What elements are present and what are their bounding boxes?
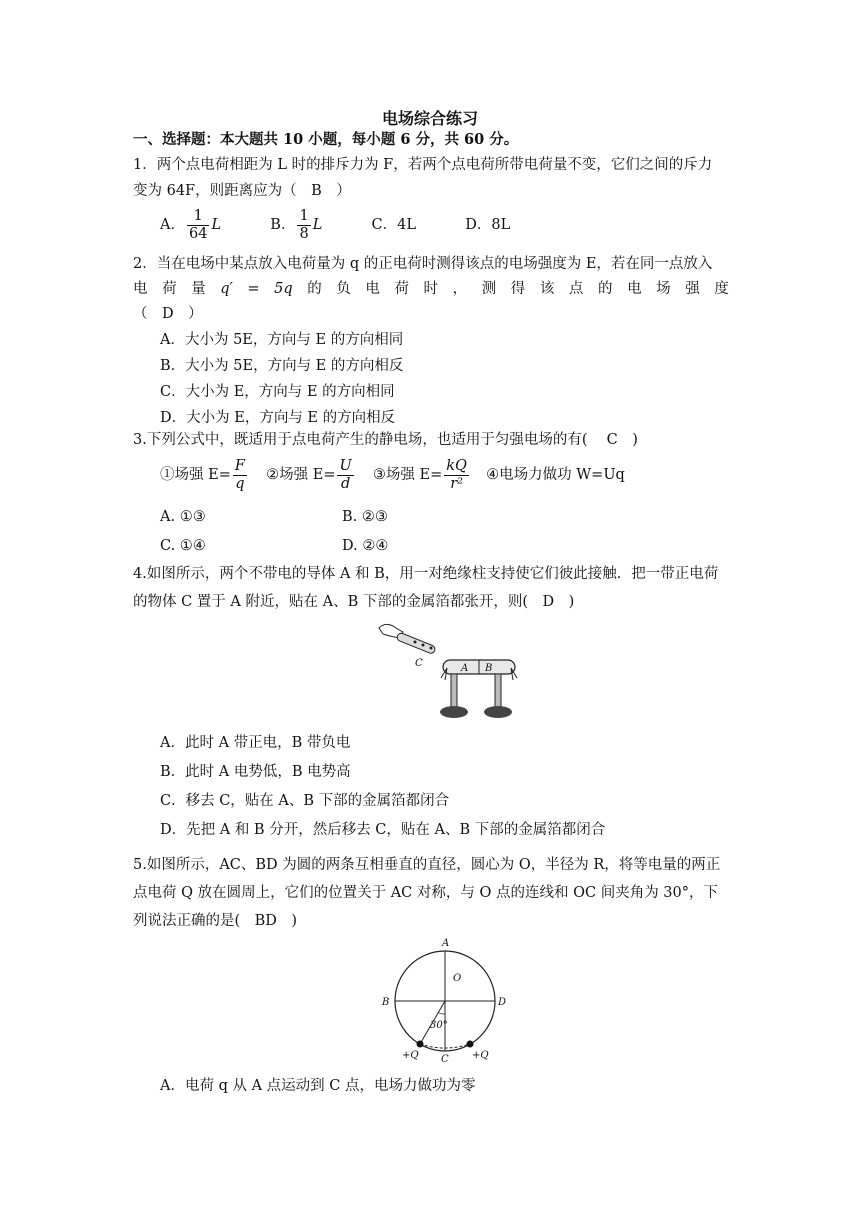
charge-left <box>417 1041 424 1048</box>
q1-options <box>160 207 510 247</box>
q2-stem-line3: （ D ） <box>133 306 203 322</box>
label-a: A <box>442 938 450 949</box>
q3-formula-1: ①场强 E= $\frac{F}{q}$ <box>160 457 245 492</box>
q3-stem: 3.下列公式中，既适用于点电荷产生的静电场，也适用于匀强电场的有( C ) <box>133 432 638 448</box>
q4-option-c: C．移去 C，贴在 A、B 下部的金属箔都闭合 <box>160 793 450 809</box>
q3-option-d: D. ②④ <box>342 538 389 554</box>
q3-formula-3: ③场强 E= $\frac{kQ}{\text{r²}}$ <box>372 457 467 492</box>
q4-stem-line1: 4.如图所示，两个不带电的导体 A 和 B，用一对绝缘柱支持使它们彼此接触．把一带正电荷 <box>133 566 719 582</box>
q4-stem-line2: 的物体 C 置于 A 附近，贴在 A、B 下部的金属箔都张开，则( D ) <box>133 594 575 610</box>
q5-circle-figure <box>378 934 518 1064</box>
label-a: A <box>461 663 469 674</box>
q3-formula-4: ④电场力做功 W=Uq <box>486 467 625 483</box>
q2-option-a: A．大小为 5E，方向与 E 的方向相同 <box>160 332 404 348</box>
q5-stem-line1: 5.如图所示，AC、BD 为圆的两条互相垂直的直径，圆心为 O，半径为 R，将等电量的两正 <box>133 857 721 873</box>
angle-label: 30° <box>430 1020 448 1031</box>
q3-formula-2: ②场强 E= $\frac{U}{d}$ <box>266 457 352 492</box>
stand-left <box>451 674 457 708</box>
label-c: C <box>441 1054 449 1064</box>
q4-option-b: B．此时 A 电势低，B 电势高 <box>160 764 351 780</box>
section-heading: 一、选择题：本大题共 10 小题，每小题 6 分，共 60 分。 <box>133 131 519 148</box>
label-b: B <box>485 663 493 674</box>
q5-option-a: A．电荷 q 从 A 点运动到 C 点，电场力做功为零 <box>160 1078 476 1094</box>
q2-stem-line1: 2．当在电场中某点放入电荷量为 q 的正电荷时测得该点的电场强度为 E，若在同一点放入 <box>133 256 713 272</box>
q3-option-a: A. ①③ <box>160 509 206 525</box>
q4-conductor-figure <box>375 620 535 722</box>
q1-stem-line1: 1．两个点电荷相距为 L 时的排斥力为 F，若两个点电荷所带电荷量不变，它们之间的斥力 <box>133 157 713 173</box>
q3-option-b: B. ②③ <box>342 509 388 525</box>
q2-option-d: D．大小为 E，方向与 E 的方向相反 <box>160 410 396 426</box>
q2-option-c: C．大小为 E，方向与 E 的方向相同 <box>160 384 395 400</box>
q1-stem-line2: 变为 64F，则距离应为（ B ） <box>133 183 351 199</box>
charge-right <box>467 1041 474 1048</box>
stand-right <box>495 674 501 708</box>
label-b: B <box>382 997 390 1008</box>
q1-option-d: D．8L <box>465 217 511 233</box>
q2-stem-line2: 电 荷 量 q′ = 5q 的 负 电 荷 时 ， 测 得 该 点 的 电 场 强 度 <box>133 281 729 297</box>
label-o: O <box>453 973 462 984</box>
label-c: C <box>415 658 423 669</box>
q2-option-b: B．大小为 5E，方向与 E 的方向相反 <box>160 358 404 374</box>
charge-label-left: +Q <box>402 1050 419 1061</box>
q3-formulas <box>160 456 625 496</box>
q4-option-a: A．此时 A 带正电，B 带负电 <box>160 735 351 751</box>
q4-option-d: D．先把 A 和 B 分开，然后移去 C，贴在 A、B 下部的金属箔都闭合 <box>160 822 606 838</box>
charged-rod-c <box>396 632 436 654</box>
q5-stem-line3: 列说法正确的是( BD ) <box>133 913 298 929</box>
q1-option-c: C．4L <box>371 217 416 233</box>
q1-option-a-fraction: $\frac{1}{64}$ <box>188 207 208 242</box>
label-d: D <box>498 997 507 1008</box>
q1-option-a: A． $\frac{1}{64}$ L <box>160 207 222 242</box>
q5-stem-line2: 点电荷 Q 放在圆周上，它们的位置关于 AC 对称，与 O 点的连线和 OC 间夹角为 30°，下 <box>133 885 719 901</box>
charge-label-right: +Q <box>472 1050 489 1061</box>
q1-option-b-fraction: $\frac{1}{8}$ <box>299 207 309 242</box>
page-title: 电场综合练习 <box>381 109 478 128</box>
q3-option-c: C. ①④ <box>160 538 206 554</box>
q1-option-b: B． $\frac{1}{8}$ L <box>270 207 323 242</box>
